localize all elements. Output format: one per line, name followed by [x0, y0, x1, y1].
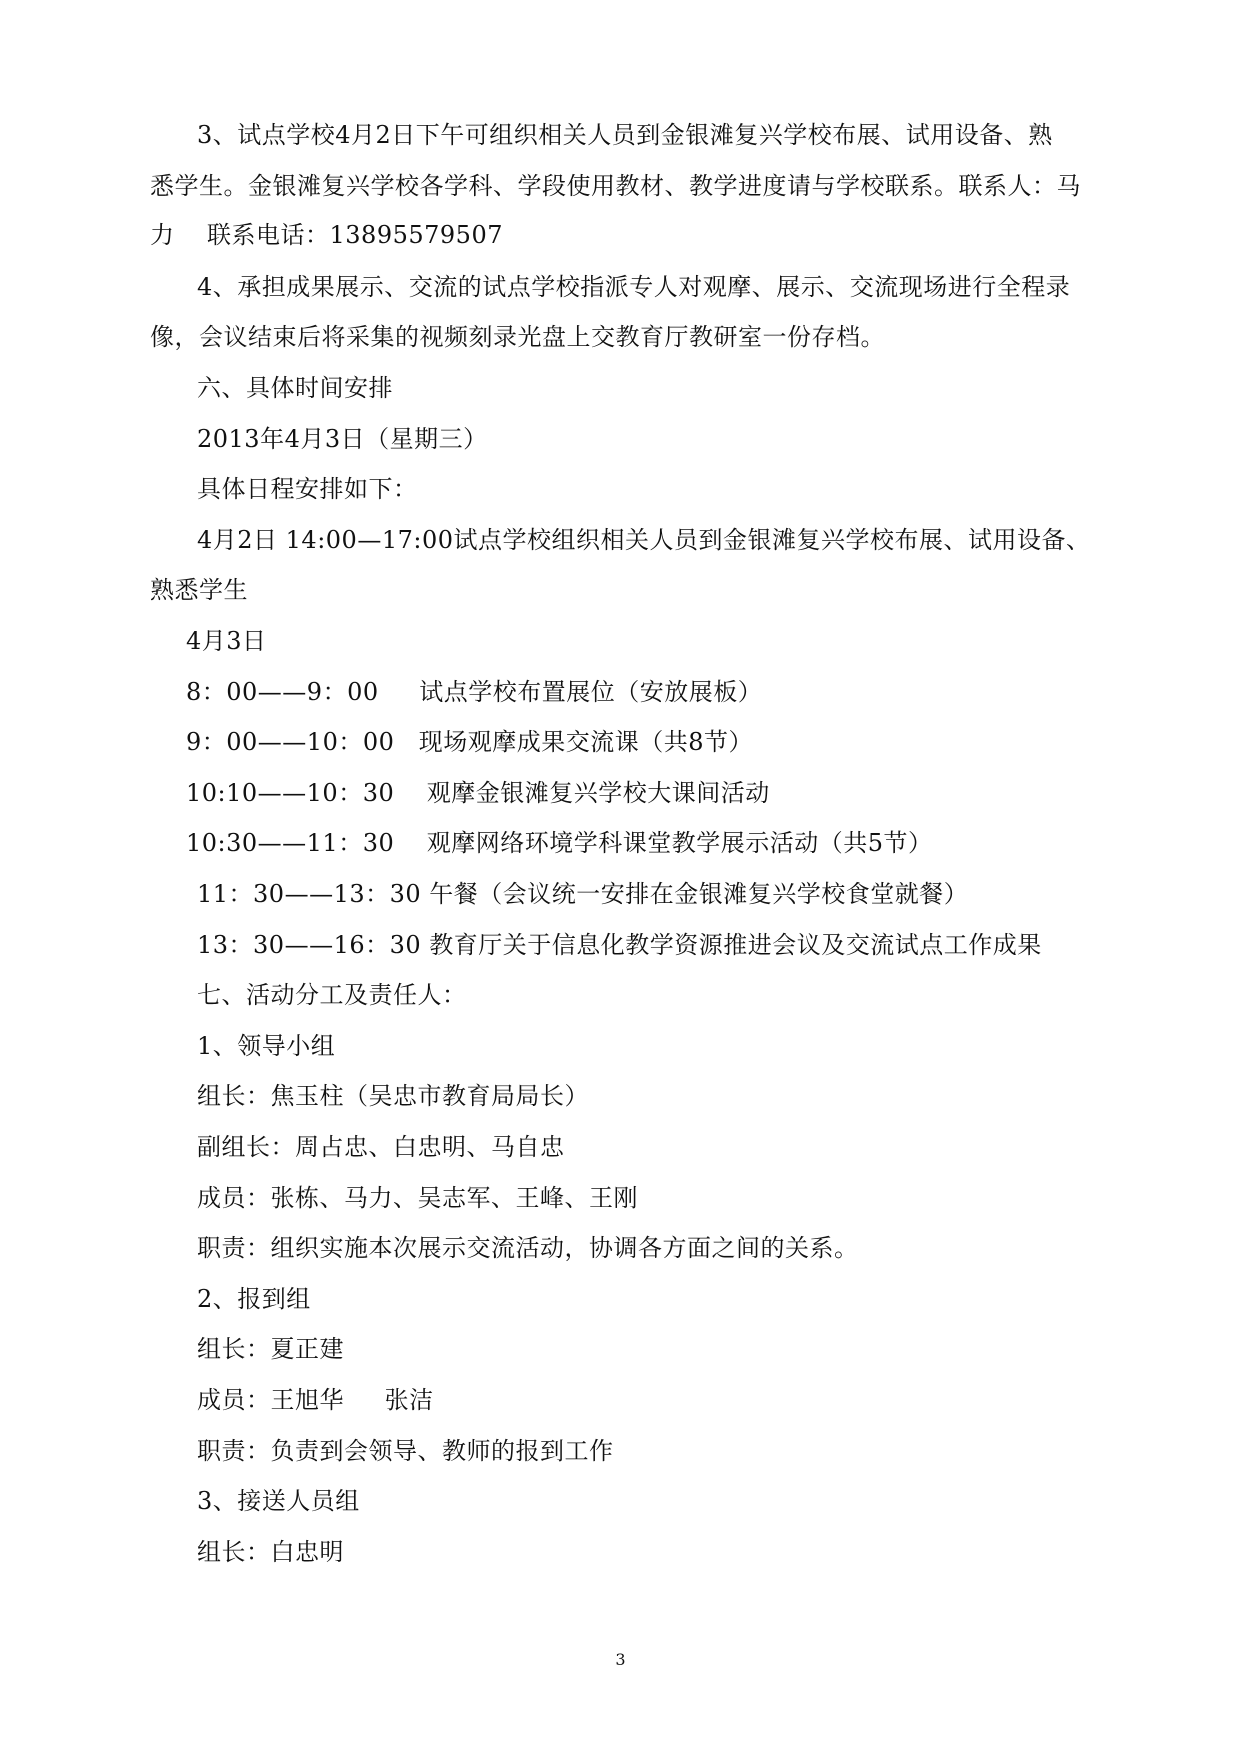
text-line: 副组长：周占忠、白忠明、马自忠	[197, 1133, 565, 1161]
text-line: 4月2日 14:00—17:00试点学校组织相关人员到金银滩复兴学校布展、试用设备、	[197, 526, 1091, 554]
text-line: 4月3日	[186, 627, 267, 655]
text-line: 组长：白忠明	[197, 1538, 344, 1566]
text-line: 悉学生。金银滩复兴学校各学科、学段使用教材、教学进度请与学校联系。联系人：马	[150, 172, 1081, 200]
text-line: 4、承担成果展示、交流的试点学校指派专人对观摩、展示、交流现场进行全程录	[197, 273, 1071, 301]
schedule-row: 13：30——16：30 教育厅关于信息化教学资源推进会议及交流试点工作成果	[197, 931, 1042, 959]
text-line: 力 联系电话：13895579507	[150, 221, 503, 249]
text-line: 2、报到组	[197, 1285, 311, 1313]
page-number: 3	[615, 1650, 626, 1669]
text-line: 像，会议结束后将采集的视频刻录光盘上交教育厅教研室一份存档。	[150, 323, 885, 351]
text-line: 1、领导小组	[197, 1032, 336, 1060]
text-line: 熟悉学生	[150, 576, 248, 604]
text-line: 3、接送人员组	[197, 1487, 360, 1515]
schedule-row: 11：30——13：30 午餐（会议统一安排在金银滩复兴学校食堂就餐）	[197, 880, 969, 908]
text-line: 2013年4月3日（星期三）	[197, 425, 488, 453]
schedule-row: 8：00——9：00 试点学校布置展位（安放展板）	[186, 678, 763, 706]
text-line: 3、试点学校4月2日下午可组织相关人员到金银滩复兴学校布展、试用设备、熟	[197, 121, 1053, 149]
schedule-row: 10:30——11：30 观摩网络环境学科课堂教学展示活动（共5节）	[186, 829, 933, 857]
section-heading: 七、活动分工及责任人：	[197, 981, 467, 1009]
text-line: 职责：负责到会领导、教师的报到工作	[197, 1437, 614, 1465]
text-line: 成员：张栋、马力、吴志军、王峰、王刚	[197, 1184, 638, 1212]
text-line: 组长：焦玉柱（吴忠市教育局局长）	[197, 1082, 589, 1110]
schedule-row: 9：00——10：00 现场观摩成果交流课（共8节）	[186, 728, 754, 756]
section-heading: 六、具体时间安排	[197, 374, 393, 402]
schedule-row: 10:10——10：30 观摩金银滩复兴学校大课间活动	[186, 779, 770, 807]
text-line: 职责：组织实施本次展示交流活动，协调各方面之间的关系。	[197, 1234, 859, 1262]
text-line: 成员：王旭华 张洁	[197, 1386, 434, 1414]
text-line: 组长：夏正建	[197, 1335, 344, 1363]
text-line: 具体日程安排如下：	[197, 475, 418, 503]
